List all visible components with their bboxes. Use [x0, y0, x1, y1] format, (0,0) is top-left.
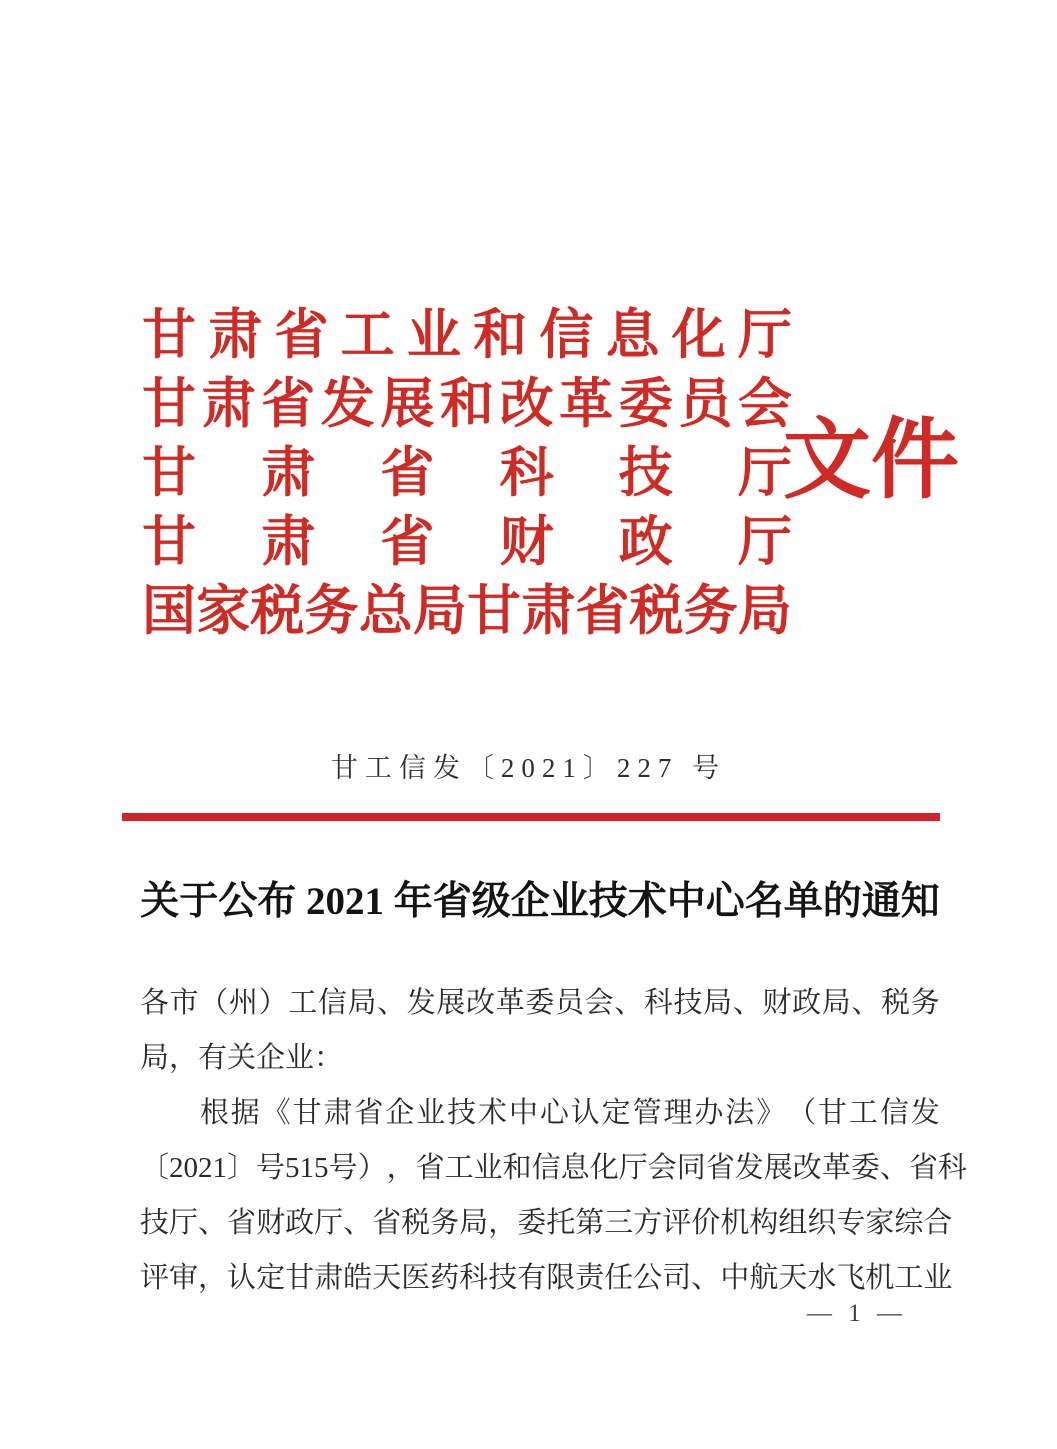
- text-token: 化: [671, 304, 726, 365]
- text-token: 工: [848, 1097, 878, 1129]
- text-token: 改: [499, 373, 554, 434]
- text-token: ）: [357, 1152, 387, 1184]
- text-token: 省: [705, 1152, 735, 1184]
- text-token: 司: [662, 1262, 692, 1294]
- text-token: 审: [169, 1262, 199, 1294]
- text-token: 合: [923, 1207, 953, 1239]
- text-token: 甘: [142, 442, 196, 503]
- body-line: 局，有关企业：: [140, 1042, 344, 1074]
- text-token: 家: [196, 580, 251, 641]
- text-token: 科: [459, 1262, 489, 1294]
- document-body: [140, 976, 967, 1306]
- text-token: 号: [256, 1152, 286, 1184]
- text-token: 厅: [737, 304, 792, 365]
- text-token: 息: [605, 304, 660, 365]
- text-token: 、: [879, 1152, 909, 1184]
- text-token: 工: [288, 987, 318, 1019]
- text-token: 局: [821, 987, 851, 1019]
- text-token: 定: [256, 1262, 286, 1294]
- text-token: 委: [850, 1152, 880, 1184]
- text-token: 政: [792, 987, 822, 1019]
- text-token: 甘: [142, 511, 196, 572]
- text-token: 同: [676, 1152, 706, 1184]
- agency-line: [142, 507, 792, 576]
- body-line: [140, 976, 940, 1031]
- text-token: 财: [256, 1207, 286, 1239]
- text-token: 天: [372, 1262, 402, 1294]
- text-token: 业: [473, 1152, 503, 1184]
- text-token: ，: [198, 1262, 228, 1294]
- text-token: 天: [778, 1262, 808, 1294]
- text-token: 会: [737, 373, 792, 434]
- text-token: 认: [570, 1097, 600, 1129]
- text-token: 》: [756, 1097, 786, 1129]
- text-token: 肃: [201, 373, 256, 434]
- text-token: 中: [508, 1097, 538, 1129]
- text-token: 信: [317, 987, 347, 1019]
- text-token: 财: [499, 511, 554, 572]
- text-token: （: [199, 987, 229, 1019]
- text-token: 〕: [227, 1152, 257, 1184]
- text-token: 省: [372, 1207, 402, 1239]
- text-token: 革: [821, 1152, 851, 1184]
- text-token: 技: [673, 987, 703, 1019]
- text-token: 化: [589, 1152, 619, 1184]
- text-token: 中: [720, 1262, 750, 1294]
- text-token: 法: [725, 1097, 755, 1129]
- text-token: 工: [894, 1262, 924, 1294]
- text-token: 员: [554, 987, 584, 1019]
- agency-line: [142, 438, 792, 507]
- text-token: ，: [386, 1152, 416, 1184]
- text-token: 价: [691, 1207, 721, 1239]
- text-token: 2021: [169, 1152, 228, 1184]
- text-token: 综: [894, 1207, 924, 1239]
- text-token: 医: [401, 1262, 431, 1294]
- text-token: 药: [430, 1262, 460, 1294]
- text-token: 税: [881, 987, 911, 1019]
- text-token: 肃: [314, 1262, 344, 1294]
- text-token: 技: [140, 1207, 170, 1239]
- text-token: 科: [499, 442, 554, 503]
- text-token: 肃: [261, 442, 316, 503]
- letterhead-document-word: 文件: [783, 413, 960, 510]
- text-token: 业: [923, 1262, 953, 1294]
- text-token: 政: [618, 511, 673, 572]
- text-token: 评: [662, 1207, 692, 1239]
- page-number: — 1 —: [807, 1300, 907, 1327]
- body-line: [140, 1251, 953, 1306]
- text-token: 第: [575, 1207, 605, 1239]
- text-token: 限: [546, 1262, 576, 1294]
- text-token: 技: [447, 1097, 477, 1129]
- text-token: 息: [560, 1152, 590, 1184]
- body-line: [140, 1141, 967, 1196]
- text-token: 甘: [142, 373, 196, 434]
- text-token: ，: [488, 1207, 518, 1239]
- text-token: 务: [683, 580, 738, 641]
- text-token: 机: [865, 1262, 895, 1294]
- text-token: 《: [261, 1097, 291, 1129]
- text-token: ）: [258, 987, 288, 1019]
- text-token: 肃: [323, 1097, 353, 1129]
- text-token: 〔: [140, 1152, 170, 1184]
- text-token: 局: [737, 580, 792, 641]
- text-token: 省: [575, 580, 630, 641]
- text-token: 专: [836, 1207, 866, 1239]
- text-token: 方: [633, 1207, 663, 1239]
- text-token: 据: [230, 1097, 260, 1129]
- text-token: 革: [559, 373, 614, 434]
- text-token: 革: [495, 987, 525, 1019]
- text-token: 甘: [142, 304, 196, 365]
- text-token: 、: [851, 987, 881, 1019]
- text-token: 科: [643, 987, 673, 1019]
- text-token: 织: [807, 1207, 837, 1239]
- text-token: 甘: [292, 1097, 322, 1129]
- text-token: 根: [199, 1097, 229, 1129]
- body-line: [140, 1086, 940, 1141]
- text-token: 业: [416, 1097, 446, 1129]
- text-token: 、: [691, 1262, 721, 1294]
- text-token: 税: [401, 1207, 431, 1239]
- agency-line: [142, 369, 792, 438]
- text-token: 和: [502, 1152, 532, 1184]
- text-token: 务: [910, 987, 940, 1019]
- text-token: 办: [694, 1097, 724, 1129]
- text-token: 局: [703, 987, 733, 1019]
- text-token: 厅: [737, 511, 792, 572]
- text-token: 税: [629, 580, 684, 641]
- text-token: 技: [618, 442, 673, 503]
- document-title: 关于公布 2021 年省级企业技术中心名单的通知: [140, 880, 940, 923]
- text-token: 政: [285, 1207, 315, 1239]
- text-token: 皓: [343, 1262, 373, 1294]
- text-token: （: [787, 1097, 817, 1129]
- text-token: 发: [734, 1152, 764, 1184]
- text-token: 三: [604, 1207, 634, 1239]
- text-token: 肃: [208, 304, 263, 365]
- text-token: 省: [227, 1207, 257, 1239]
- text-token: 责: [575, 1262, 605, 1294]
- text-token: 理: [663, 1097, 693, 1129]
- text-token: 员: [678, 373, 733, 434]
- text-token: 有: [517, 1262, 547, 1294]
- text-token: 评: [140, 1262, 170, 1294]
- document-number: 甘工信发〔2021〕227 号: [330, 753, 727, 783]
- text-token: 委: [525, 987, 555, 1019]
- text-token: 企: [385, 1097, 415, 1129]
- text-token: 号: [328, 1152, 358, 1184]
- text-token: 定: [601, 1097, 631, 1129]
- text-token: 工: [340, 304, 395, 365]
- text-token: 业: [406, 304, 461, 365]
- text-token: 工: [444, 1152, 474, 1184]
- text-token: 任: [604, 1262, 634, 1294]
- text-token: 飞: [836, 1262, 866, 1294]
- text-token: 科: [937, 1152, 967, 1184]
- text-token: 、: [614, 987, 644, 1019]
- text-token: 水: [807, 1262, 837, 1294]
- text-token: 局: [347, 987, 377, 1019]
- text-token: 财: [762, 987, 792, 1019]
- text-token: 和: [473, 304, 528, 365]
- text-token: 术: [478, 1097, 508, 1129]
- text-token: 厅: [737, 442, 792, 503]
- text-token: 515: [285, 1152, 329, 1184]
- text-token: 家: [865, 1207, 895, 1239]
- text-token: 心: [539, 1097, 569, 1129]
- text-token: 务: [304, 580, 359, 641]
- text-token: 展: [436, 987, 466, 1019]
- text-token: 省: [274, 304, 329, 365]
- text-token: 、: [377, 987, 407, 1019]
- text-token: 、: [732, 987, 762, 1019]
- text-token: 省: [261, 373, 316, 434]
- text-token: 发: [406, 987, 436, 1019]
- text-token: 组: [778, 1207, 808, 1239]
- text-token: 各: [140, 987, 170, 1019]
- text-token: 委: [618, 373, 673, 434]
- text-token: 构: [749, 1207, 779, 1239]
- text-token: 管: [632, 1097, 662, 1129]
- text-token: 甘: [818, 1097, 848, 1129]
- text-token: 市: [169, 987, 199, 1019]
- text-token: 总: [358, 580, 413, 641]
- text-token: 税: [250, 580, 305, 641]
- text-token: 航: [749, 1262, 779, 1294]
- text-token: 信: [879, 1097, 909, 1129]
- text-token: 认: [227, 1262, 257, 1294]
- text-token: 信: [539, 304, 594, 365]
- text-token: 、: [343, 1207, 373, 1239]
- text-token: 省: [908, 1152, 938, 1184]
- text-token: 发: [910, 1097, 940, 1129]
- text-token: 省: [380, 511, 435, 572]
- text-token: 厅: [314, 1207, 344, 1239]
- text-token: 展: [763, 1152, 793, 1184]
- text-token: 会: [584, 987, 614, 1019]
- text-token: 公: [633, 1262, 663, 1294]
- text-token: 改: [792, 1152, 822, 1184]
- text-token: 和: [439, 373, 494, 434]
- text-token: 会: [647, 1152, 677, 1184]
- text-token: 肃: [261, 511, 316, 572]
- text-token: 务: [430, 1207, 460, 1239]
- text-token: 厅: [169, 1207, 199, 1239]
- text-token: 厅: [618, 1152, 648, 1184]
- agency-line: [142, 576, 792, 645]
- red-separator-rule: [122, 813, 940, 821]
- text-token: 、: [198, 1207, 228, 1239]
- text-token: 国: [142, 580, 196, 641]
- text-token: 肃: [521, 580, 576, 641]
- text-token: 省: [380, 442, 435, 503]
- text-token: 改: [466, 987, 496, 1019]
- text-token: 局: [412, 580, 467, 641]
- text-token: 州: [228, 987, 258, 1019]
- text-token: 局: [459, 1207, 489, 1239]
- text-token: 信: [531, 1152, 561, 1184]
- agency-line: [142, 300, 792, 369]
- body-line: [140, 1196, 953, 1251]
- text-token: 甘: [467, 580, 522, 641]
- text-token: 省: [354, 1097, 384, 1129]
- text-token: 发: [320, 373, 375, 434]
- text-token: 甘: [285, 1262, 315, 1294]
- letterhead-agency-list: [142, 300, 792, 645]
- text-token: 技: [488, 1262, 518, 1294]
- text-token: 展: [380, 373, 435, 434]
- text-token: 机: [720, 1207, 750, 1239]
- text-token: 委: [517, 1207, 547, 1239]
- text-token: 托: [546, 1207, 576, 1239]
- text-token: 省: [415, 1152, 445, 1184]
